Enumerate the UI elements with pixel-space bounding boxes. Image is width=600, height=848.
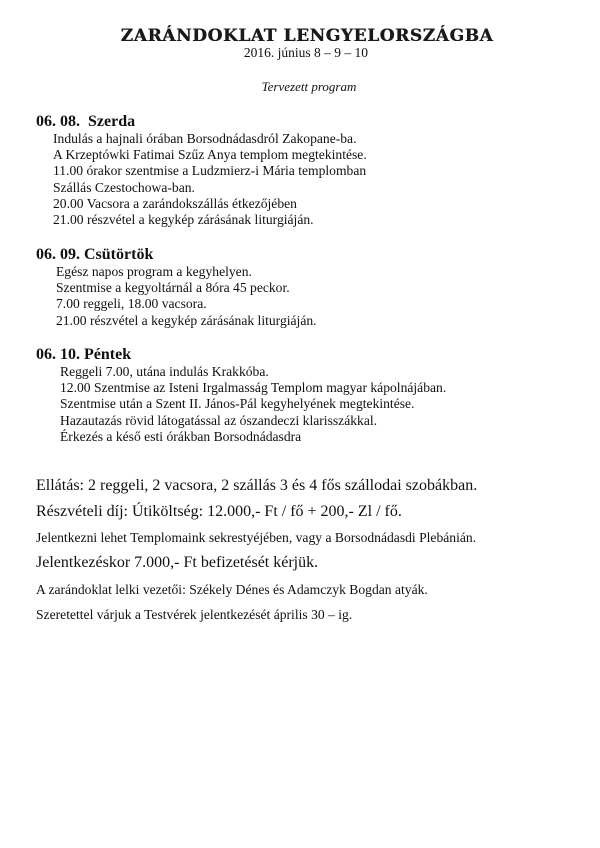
schedule-item: Szentmise után a Szent II. János-Pál kegyhelyének megtekintése. bbox=[60, 396, 415, 412]
registration-deadline: Szeretettel várjuk a Testvérek jelentkezését április 30 – ig. bbox=[36, 607, 353, 622]
schedule-item: A Krzeptówki Fatimai Szűz Anya templom megtekintése. bbox=[53, 147, 367, 163]
day-section-thursday bbox=[36, 246, 317, 329]
day-section-wednesday bbox=[36, 113, 367, 228]
day-schedule-list bbox=[36, 264, 317, 329]
schedule-item: 21.00 részvétel a kegykép zárásának liturgiáján. bbox=[53, 212, 314, 228]
day-schedule-list bbox=[36, 131, 367, 228]
schedule-item: Szállás Czestochowa-ban. bbox=[53, 179, 195, 195]
schedule-item: 12.00 Szentmise az Isteni Irgalmasság Templom magyar kápolnájában. bbox=[60, 380, 447, 396]
day-section-friday bbox=[36, 346, 446, 445]
participation-fee: Részvételi díj: Útiköltség: 12.000,- Ft / fő + 200,- Zl / fő. bbox=[36, 503, 402, 520]
schedule-item: 7.00 reggeli, 18.00 vacsora. bbox=[56, 296, 207, 312]
schedule-item: Egész napos program a kegyhelyen. bbox=[56, 264, 252, 279]
spiritual-leaders: A zarándoklat lelki vezetői: Székely Dénes és Adamczyk Bogdan atyák. bbox=[36, 582, 428, 597]
event-date: 2016. június 8 – 9 – 10 bbox=[243, 45, 369, 60]
schedule-item: Indulás a hajnali órában Borsodnádasdról Zakopane-ba. bbox=[53, 131, 357, 146]
registration-deposit: Jelentkezéskor 7.000,- Ft befizetését kérjük. bbox=[36, 554, 319, 571]
schedule-item: 21.00 részvétel a kegykép zárásának liturgiáján. bbox=[56, 312, 317, 328]
day-heading: 06. 09. Csütörtök bbox=[36, 246, 154, 263]
document-title: ZARÁNDOKLAT LENGYELORSZÁGBA bbox=[120, 26, 494, 46]
schedule-item: Hazautazás rövid látogatással az ószandeczi klarisszákkal. bbox=[60, 412, 378, 428]
schedule-item: 11.00 órakor szentmise a Ludzmierz-i Mária templomban bbox=[53, 163, 367, 179]
registration-location: Jelentkezni lehet Templomaink sekrestyéjében, vagy a Borsodnádasdi Plebánián. bbox=[36, 530, 477, 545]
program-subtitle: Tervezett program bbox=[261, 79, 357, 94]
schedule-item: Érkezés a késő esti órákban Borsodnádasdra bbox=[60, 428, 302, 444]
day-heading: 06. 10. Péntek bbox=[36, 346, 132, 363]
schedule-item: Reggeli 7.00, utána indulás Krakkóba. bbox=[60, 364, 269, 379]
day-heading: 06. 08. Szerda bbox=[36, 113, 136, 130]
schedule-item: Szentmise a kegyoltárnál a 8óra 45 peckor. bbox=[56, 280, 290, 296]
schedule-item: 20.00 Vacsora a zarándokszállás étkezőjében bbox=[53, 195, 297, 211]
day-schedule-list bbox=[36, 364, 446, 445]
catering-info: Ellátás: 2 reggeli, 2 vacsora, 2 szállás 3 és 4 fős szállodai szobákban. bbox=[36, 477, 478, 494]
